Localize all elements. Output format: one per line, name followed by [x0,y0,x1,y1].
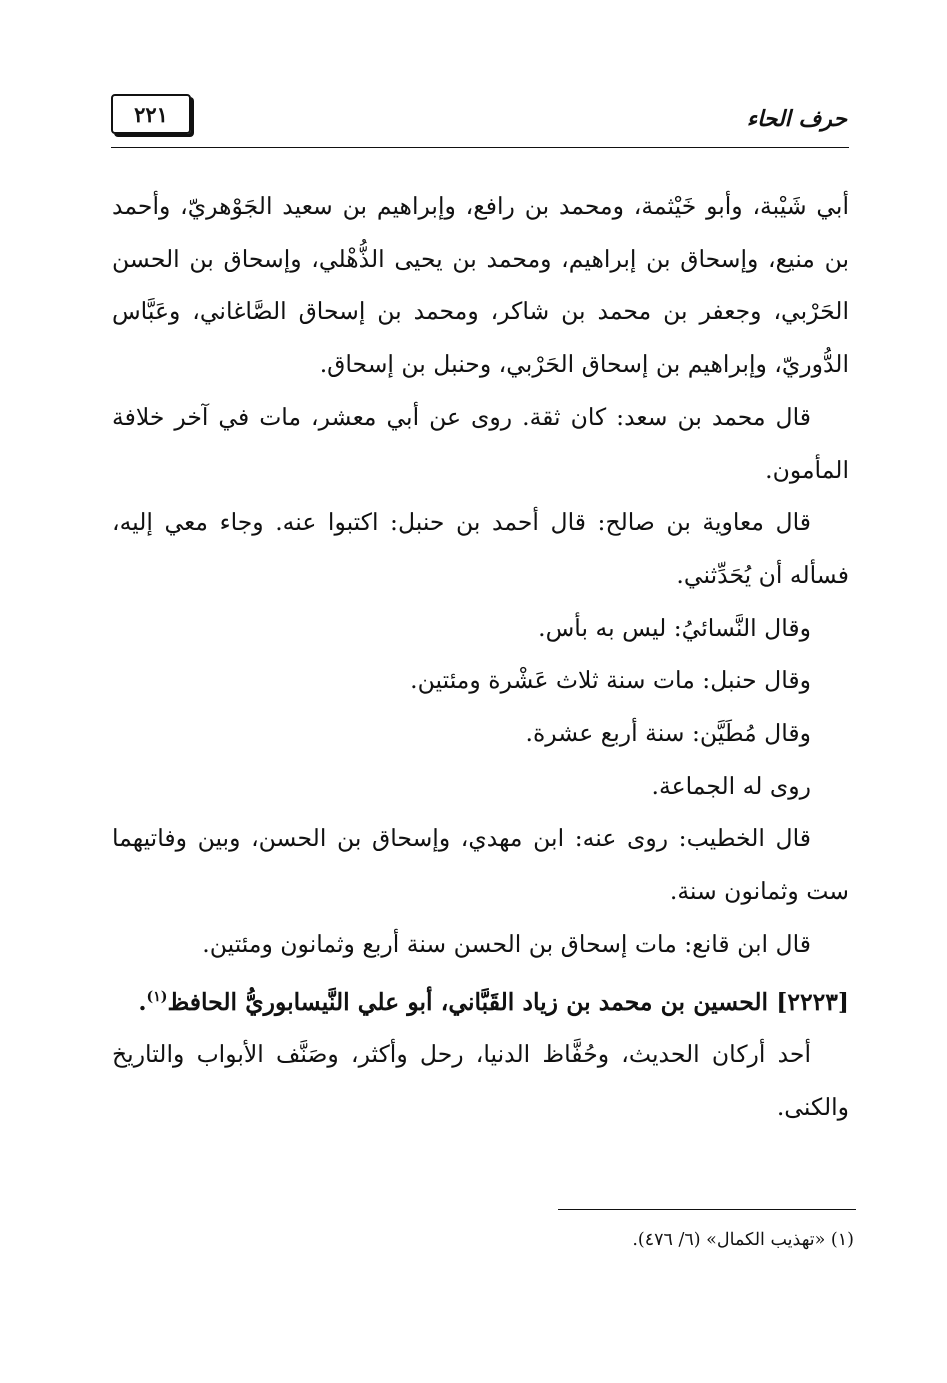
footnote-rule [558,1209,856,1210]
paragraph-hanbal: وقال حنبل: مات سنة ثلاث عَشْرة ومئتين. [410,666,811,695]
paragraph-muawiya: قال معاوية بن صالح: قال أحمد بن حنبل: اكتبوا عنه. وجاء معي إليه، فسأله أن يُحَدِّثني. [112,508,849,589]
page-number-box [111,94,191,134]
paragraph-biography: أحد أركان الحديث، وحُفَّاظ الدنيا، رحل وأكثر، وصَنَّف الأبواب والتاريخ والكنى. [112,1040,849,1121]
paragraph-khatib: قال الخطيب: روى عنه: ابن مهدي، وإسحاق بن الحسن، وبين وفاتيهما ست وثمانون سنة. [112,824,849,906]
footnote: (١) «تهذيب الكمال» (٦/ ٤٧٦). [632,1230,854,1250]
paragraph-jamaa: روى له الجماعة. [651,771,811,800]
entry-heading [112,971,849,1029]
running-head-title: حرف الحاء [746,106,847,132]
paragraph-ibn-saad: قال محمد بن سعد: كان ثقة. روى عن أبي معشر، مات في آخر خلافة المأمون. [112,402,849,484]
footnote-marker: (١) [146,988,168,1005]
paragraph-nasai: وقال النَّسائيُ: ليس به بأس. [538,613,811,642]
entry-heading-text: [٢٢٢٣] الحسين بن محمد بن زياد القَبَّاني، أبو علي النَّيسابوريُّ الحافظ [167,987,849,1016]
paragraph-narrators: أبي شَيْبة، وأبو خَيْثمة، ومحمد بن رافع، وإبراهيم بن سعيد الجَوْهريّ، وأحمد بن منيع، وإسحاق بن إبراهيم، ومحمد بن يحيى الذُّهْلي، وإسحاق بن الحسن الحَرْبي، وجعفر بن محمد بن شاكر، ومحمد بن إسحاق الصَّاغاني، وعَبَّاس الدُّوريّ، وإبراهيم بن إسحاق الحَرْبي، وحنبل بن إسحاق. [112,192,849,379]
page-number: ٢٢١ [134,101,168,127]
header-rule [111,147,849,148]
entry-heading-end: . [138,987,147,1016]
main-text [112,180,849,1133]
paragraph-mutayyan: وقال مُطَيَّن: سنة أربع عشرة. [525,719,811,748]
paragraph-ibn-qani: قال ابن قانع: مات إسحاق بن الحسن سنة أربع وثمانون ومئتين. [202,929,811,958]
